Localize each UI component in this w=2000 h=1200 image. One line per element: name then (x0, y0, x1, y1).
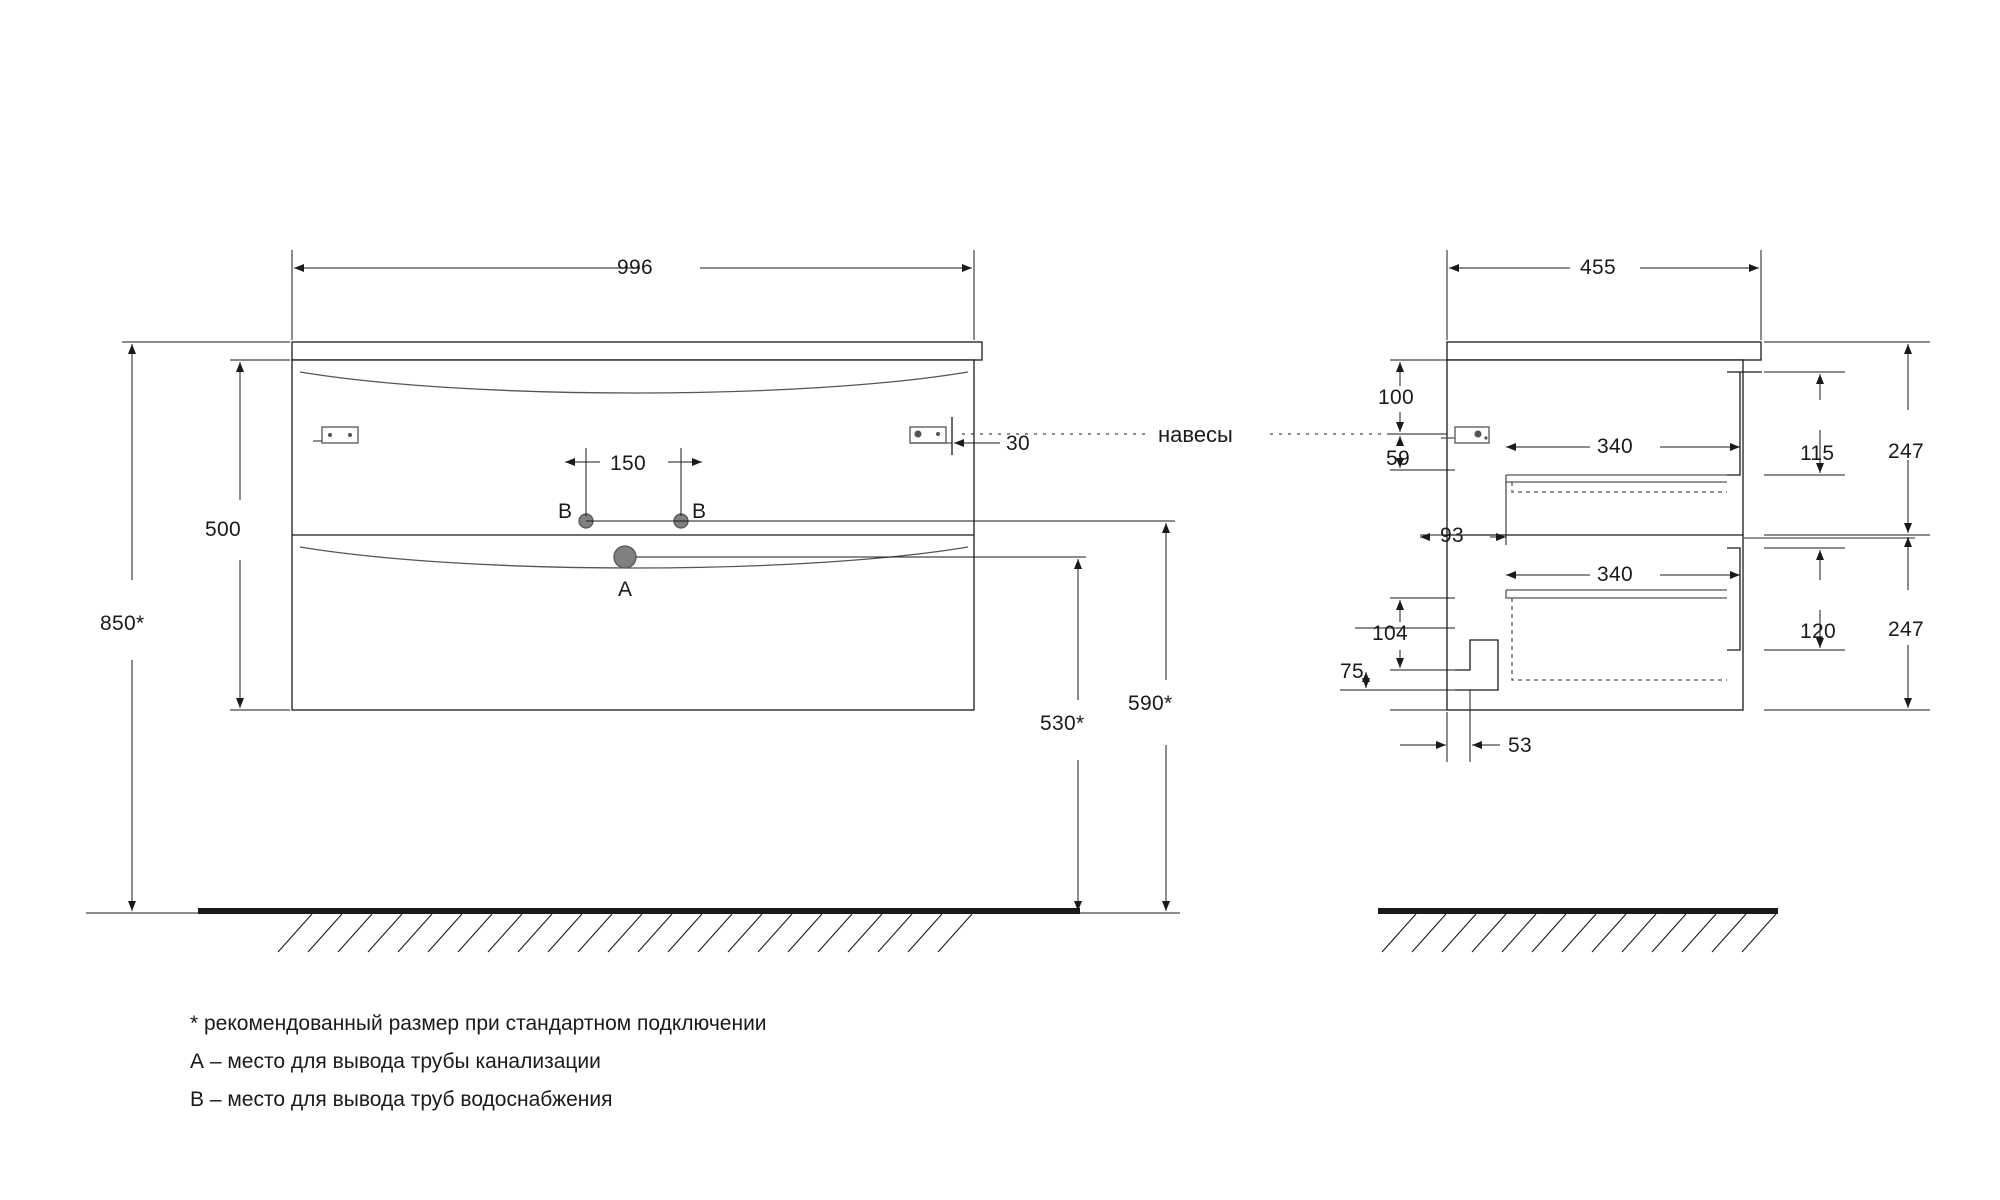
front-floor-hatch (278, 914, 972, 952)
dim-drawer-upper-115: 115 (1800, 442, 1835, 465)
dim-height-500: 500 (205, 518, 241, 541)
dim-offset-75: 75 (1340, 660, 1364, 683)
front-drain-pipe (614, 546, 636, 568)
marker-water-right-label: B (692, 500, 707, 523)
dim-drawer-lower-120: 120 (1800, 620, 1836, 643)
legend-line-1: * рекомендованный размер при стандартном подключении (190, 1012, 767, 1035)
dim-drawer-upper-340: 340 (1597, 435, 1633, 458)
legend-line-2: А – место для вывода трубы канализации (190, 1050, 601, 1073)
dim-water-590: 590* (1128, 692, 1173, 715)
dim-height-850: 850* (100, 612, 145, 635)
dim-offset-93: 93 (1440, 524, 1464, 547)
dim-section-lower-247: 247 (1888, 618, 1924, 641)
dim-pipe-spacing-150: 150 (610, 452, 646, 475)
callout-hangers: навесы (1158, 422, 1233, 447)
dim-depth-455: 455 (1580, 256, 1616, 279)
dim-width-996: 996 (617, 256, 653, 279)
front-view-group (198, 342, 1080, 952)
dim-offset-104: 104 (1372, 622, 1408, 645)
dim-hanger-bottom-59: 59 (1386, 447, 1410, 470)
side-floor-band (1378, 908, 1778, 914)
side-view-group (1378, 342, 1915, 952)
dim-hanger-offset-30: 30 (1006, 432, 1030, 455)
marker-water-left-label: B (558, 500, 573, 523)
front-floor-band (198, 908, 1080, 914)
dim-section-upper-247: 247 (1888, 440, 1924, 463)
legend-line-3: В – место для вывода труб водоснабжения (190, 1088, 613, 1111)
dim-hanger-top-100: 100 (1378, 386, 1414, 409)
dim-drawer-lower-340: 340 (1597, 563, 1633, 586)
marker-drain-label: A (618, 578, 633, 601)
side-floor-hatch (1382, 914, 1776, 952)
dim-offset-53: 53 (1508, 734, 1532, 757)
dim-siphon-530: 530* (1040, 712, 1085, 735)
side-countertop (1447, 342, 1761, 360)
front-countertop (292, 342, 982, 360)
